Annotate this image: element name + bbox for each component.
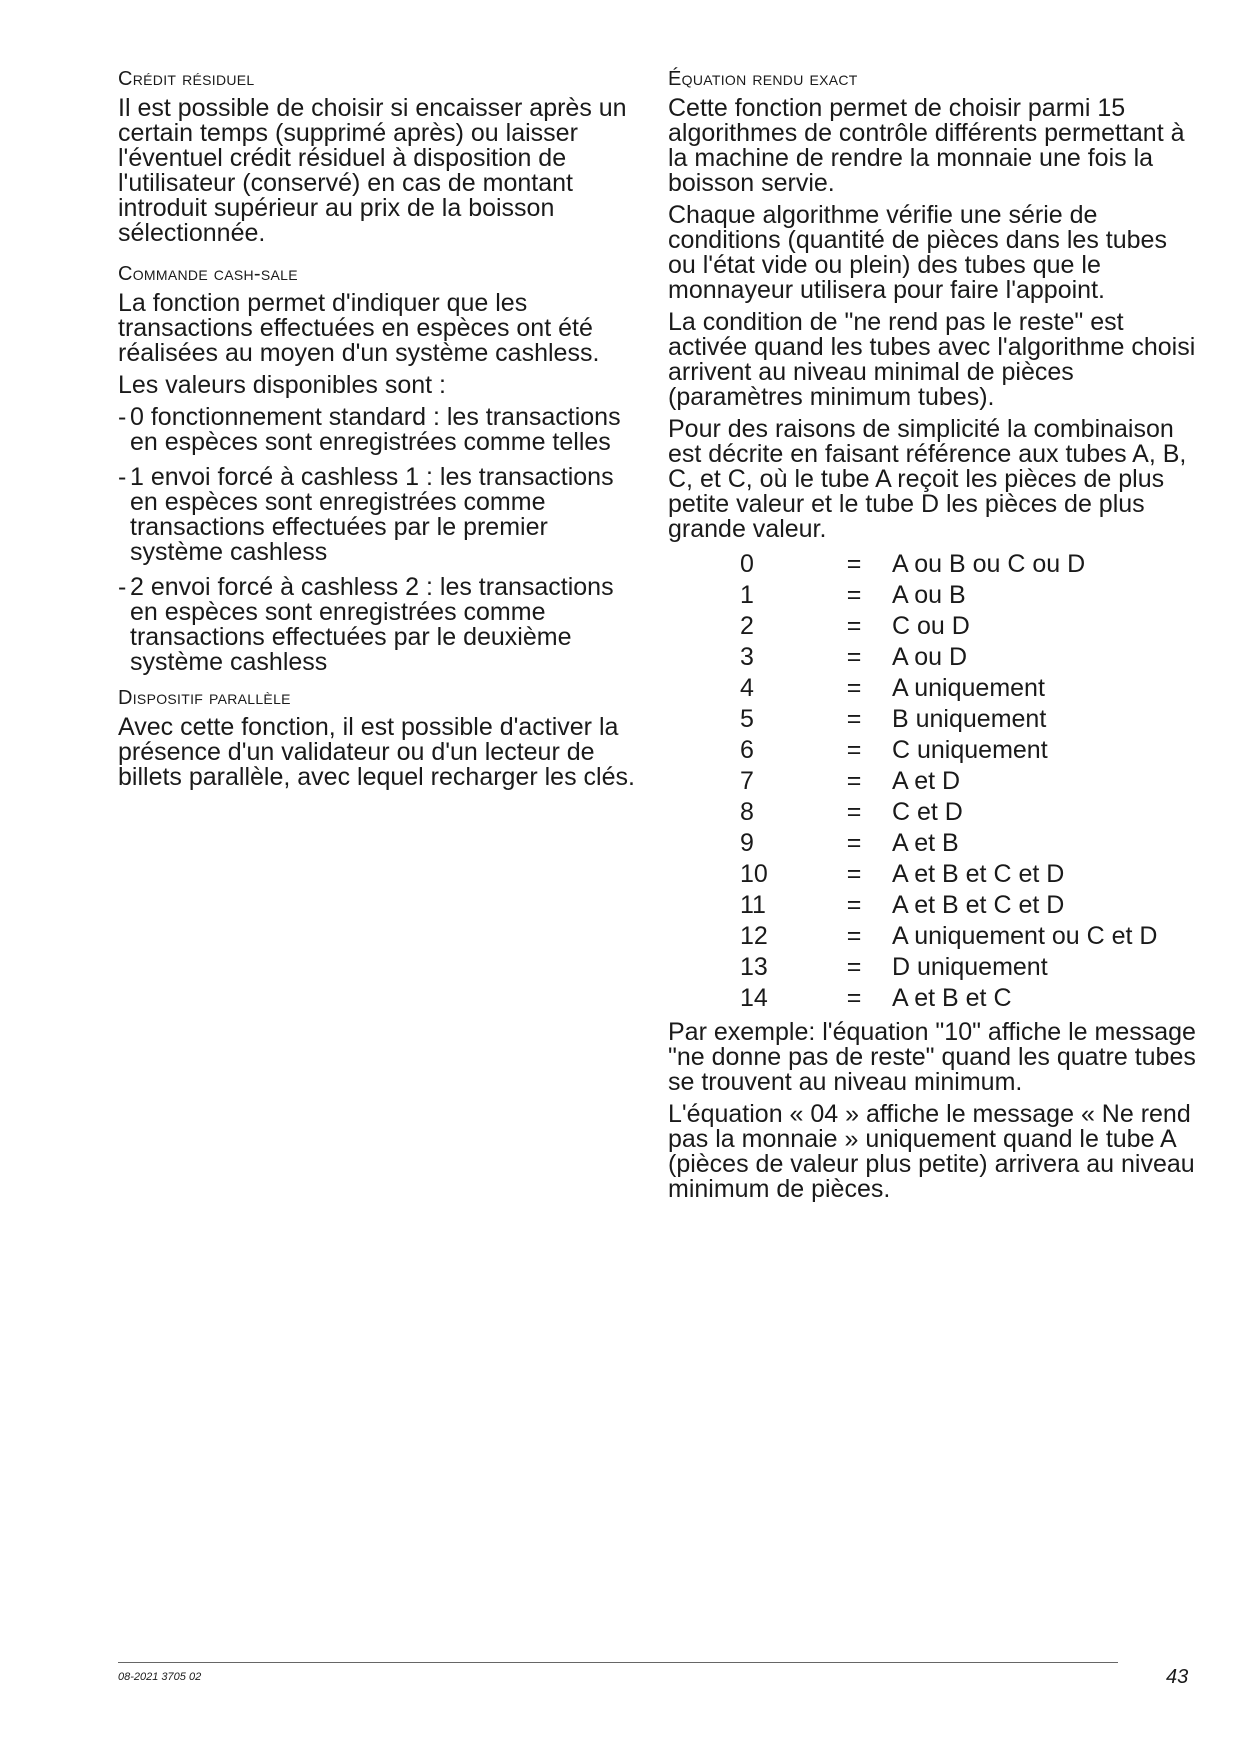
heading-equation-rendu-exact: Équation rendu exact (668, 68, 858, 90)
table-row: 3 = A ou D (740, 643, 968, 671)
list-item: - 0 fonctionnement standard : les transactions en espèces sont enregistrées comme telles (118, 403, 621, 456)
table-row: 10 = A et B et C et D (740, 860, 1065, 888)
table-row: 11 = A et B et C et D (740, 891, 1065, 919)
table-row: 4 = A uniquement (740, 674, 1045, 702)
table-row: 12 = A uniquement ou C et D (740, 922, 1158, 950)
heading-credit-residuel: Crédit résiduel (118, 68, 255, 90)
left-column (118, 66, 640, 797)
paragraph-equation-example: Par exemple: l'équation "10" affiche le message "ne donne pas de reste" quand les quatre tubes se trouvent au niveau minimum. (668, 1018, 1196, 1096)
heading-dispositif-parallele: Dispositif parallèle (118, 687, 291, 709)
table-row: 5 = B uniquement (740, 705, 1047, 733)
heading-commande-cash-sale: Commande cash-sale (118, 263, 298, 285)
table-row: 0 = A ou B ou C ou D (740, 550, 1086, 578)
cash-sale-values-list (118, 405, 640, 675)
paragraph-equation-2: Chaque algorithme vérifie une série de conditions (quantité de pièces dans les tubes ou l'état vide ou plein) des tubes que le monnayeur utilisera pour faire l'appoint. (668, 201, 1167, 304)
paragraph-equation-1: Cette fonction permet de choisir parmi 15 algorithmes de contrôle différents permettant à la machine de rendre la monnaie une fois la boisson servie. (668, 94, 1185, 197)
right-column (668, 66, 1198, 1209)
footer-divider (118, 1662, 1118, 1663)
table-row: 6 = C uniquement (740, 736, 1048, 764)
list-item: - 2 envoi forcé à cashless 2 : les transactions en espèces sont enregistrées comme transactions effectuées par le deuxième système cashless (118, 573, 614, 676)
document-code: 08-2021 3705 02 (118, 1671, 202, 1683)
table-row: 7 = A et D (740, 767, 961, 795)
paragraph-cash-sale: La fonction permet d'indiquer que les transactions effectuées en espèces ont été réalisées au moyen d'un système cashless. (118, 289, 600, 367)
table-row: 14 = A et B et C (740, 984, 1012, 1012)
page-number: 43 (1166, 1666, 1189, 1688)
paragraph-equation-04: L'équation « 04 » affiche le message « Ne rend pas la monnaie » uniquement quand le tube A (pièces de valeur plus petite) arrivera au niveau minimum de pièces. (668, 1100, 1195, 1203)
paragraph-dispositif-parallele: Avec cette fonction, il est possible d'activer la présence d'un validateur ou d'un lecteur de billets parallèle, avec lequel recharger les clés. (118, 713, 635, 791)
table-row: 1 = A ou B (740, 581, 966, 609)
table-row: 13 = D uniquement (740, 953, 1048, 981)
equation-table (740, 549, 1157, 1014)
table-row: 2 = C ou D (740, 612, 970, 640)
list-item: - 1 envoi forcé à cashless 1 : les transactions en espèces sont enregistrées comme transactions effectuées par le premier système cashless (118, 463, 614, 566)
table-row: 8 = C et D (740, 798, 963, 826)
paragraph-equation-4: Pour des raisons de simplicité la combinaison est décrite en faisant référence aux tubes A, B, C, et C, où le tube A reçoit les pièces de plus petite valeur et le tube D les pièces de plus grande valeur. (668, 415, 1187, 543)
paragraph-cash-sale-intro: Les valeurs disponibles sont : (118, 371, 446, 399)
table-row: 9 = A et B (740, 829, 959, 857)
paragraph-credit-residuel: Il est possible de choisir si encaisser après un certain temps (supprimé après) ou laisser l'éventuel crédit résiduel à disposition de l'utilisateur (conservé) en cas de montant introduit supérieur au prix de la boisson sélectionnée. (118, 94, 627, 247)
paragraph-equation-3: La condition de "ne rend pas le reste" est activée quand les tubes avec l'algorithme choisi arrivent au niveau minimal de pièces (paramètres minimum tubes). (668, 308, 1196, 411)
